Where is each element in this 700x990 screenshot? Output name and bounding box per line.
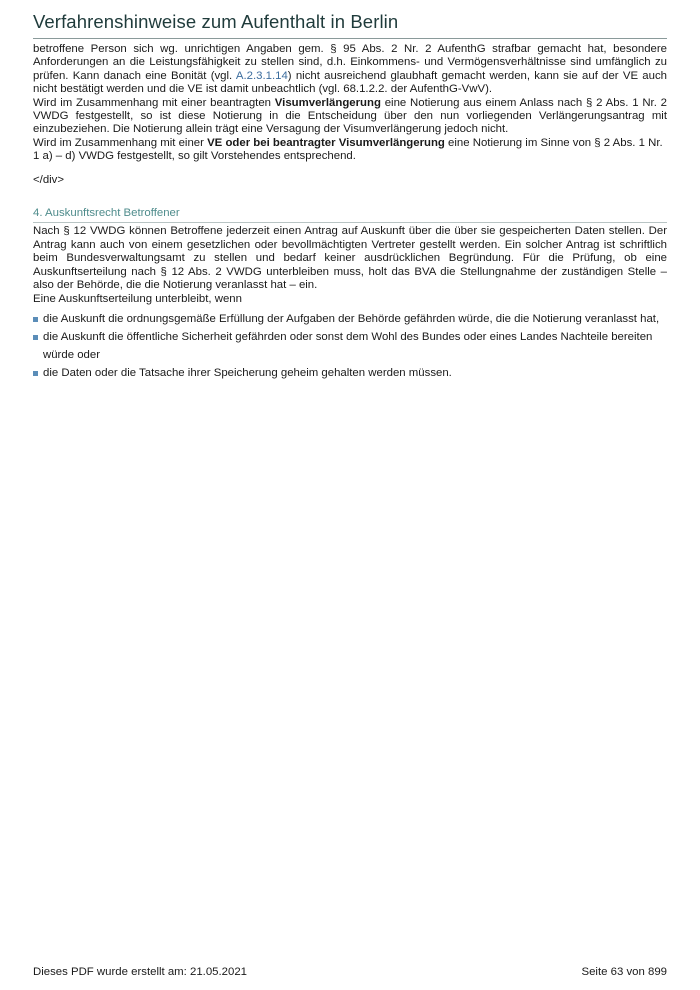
section-intro: Eine Auskunftserteilung unterbleibt, wenn — [33, 292, 242, 305]
list-item-text: die Daten oder die Tatsache ihrer Speicherung geheim gehalten werden müssen. — [43, 367, 452, 380]
paragraph-text: eine Notierung aus einem Anlass nach § 2 Abs. 1 Nr. 2 VWDG festgestellt, so ist diese Notierung in die Entscheidung über den nun vorliegenden Verlängerungsantrag mit einzubeziehen. Die Notierung allein trägt eine Versagung der Visumverlängerung jedoch nicht. — [33, 96, 667, 136]
list-item-text: die Auskunft die öffentliche Sicherheit gefährden oder sonst dem Wohl des Bundes oder eines Landes Nachteile bereiten würde oder — [43, 331, 653, 361]
list-item — [33, 365, 667, 382]
square-bullet-icon — [33, 317, 38, 322]
footer-page-number: Seite 63 von 899 — [581, 966, 667, 978]
paragraph-text: eine Notierung im Sinne von § 2 Abs. 1 Nr. 1 a) – d) VWDG festgestellt, so gilt Vorstehendes entsprechend. — [33, 136, 663, 163]
paragraph-text: Wird im Zusammenhang mit einer beantragten — [33, 96, 275, 109]
footer-created-date: Dieses PDF wurde erstellt am: 21.05.2021 — [33, 966, 247, 978]
section-heading: 4. Auskunftsrecht Betroffener — [33, 207, 667, 223]
stray-div-tag: </div> — [33, 173, 65, 186]
list-item — [33, 329, 667, 364]
paragraph-visumverlaengerung — [33, 97, 667, 137]
condition-list — [33, 311, 667, 383]
square-bullet-icon — [33, 371, 38, 376]
list-item-text: die Auskunft die ordnungsgemäße Erfüllung der Aufgaben der Behörde gefährden würde, die die Notierung veranlasst hat, — [43, 312, 660, 325]
square-bullet-icon — [33, 335, 38, 340]
emphasis-text: Visumverlängerung — [274, 96, 381, 109]
section-paragraph: Nach § 12 VWDG können Betroffene jederzeit einen Antrag auf Auskunft über die über sie gespeicherten Daten stellen. Der Antrag kann auch von einem gesetzlichen oder bevollmächtigten Vertreter gestellt werden. Ein solcher Antrag ist schriftlich beim Bundesverwaltungsamt zu stellen und bedarf keiner ausdrücklichen Begründung. Für die Prüfung, ob eine Auskunftserteilung nach § 12 Abs. 2 VWDG unterbleiben muss, holt das BVA die Stellungnahme der zuständigen Stelle – also der Behörde, die die Notierung veranlasst hat – ein. — [33, 225, 667, 292]
page-title: Verfahrenshinweise zum Aufenthalt in Berlin — [33, 11, 399, 32]
paragraph-ve — [33, 137, 667, 164]
reference-link[interactable]: A.2.3.1.14 — [235, 69, 288, 82]
paragraph-text: betroffene Person sich wg. unrichtigen Angaben gem. § 95 Abs. 2 Nr. 2 AufenthG strafbar gemacht hat, besondere Anforderungen an die Leistungsfähigkeit zu stellen sind, d.h. Einkommens- und Vermögensverhältnisse sind umfänglich zu prüfen. Kann danach eine Bonität (vgl. — [33, 43, 667, 82]
paragraph-text: ) nicht ausreichend glaubhaft gemacht werden, kann sie auf der VE auch nicht bestätigt werden und die VE ist damit unbeachtlich (vgl. 68.1.2.2. der AufenthG-VwV). — [33, 69, 668, 96]
paragraph-bonitaet — [33, 43, 667, 97]
paragraph-text: Wird im Zusammenhang mit einer — [33, 136, 208, 149]
list-item — [33, 311, 667, 328]
document-body — [33, 43, 667, 384]
emphasis-text: VE oder bei beantragter Visumverlängerung — [207, 136, 445, 149]
header-divider — [33, 38, 667, 39]
